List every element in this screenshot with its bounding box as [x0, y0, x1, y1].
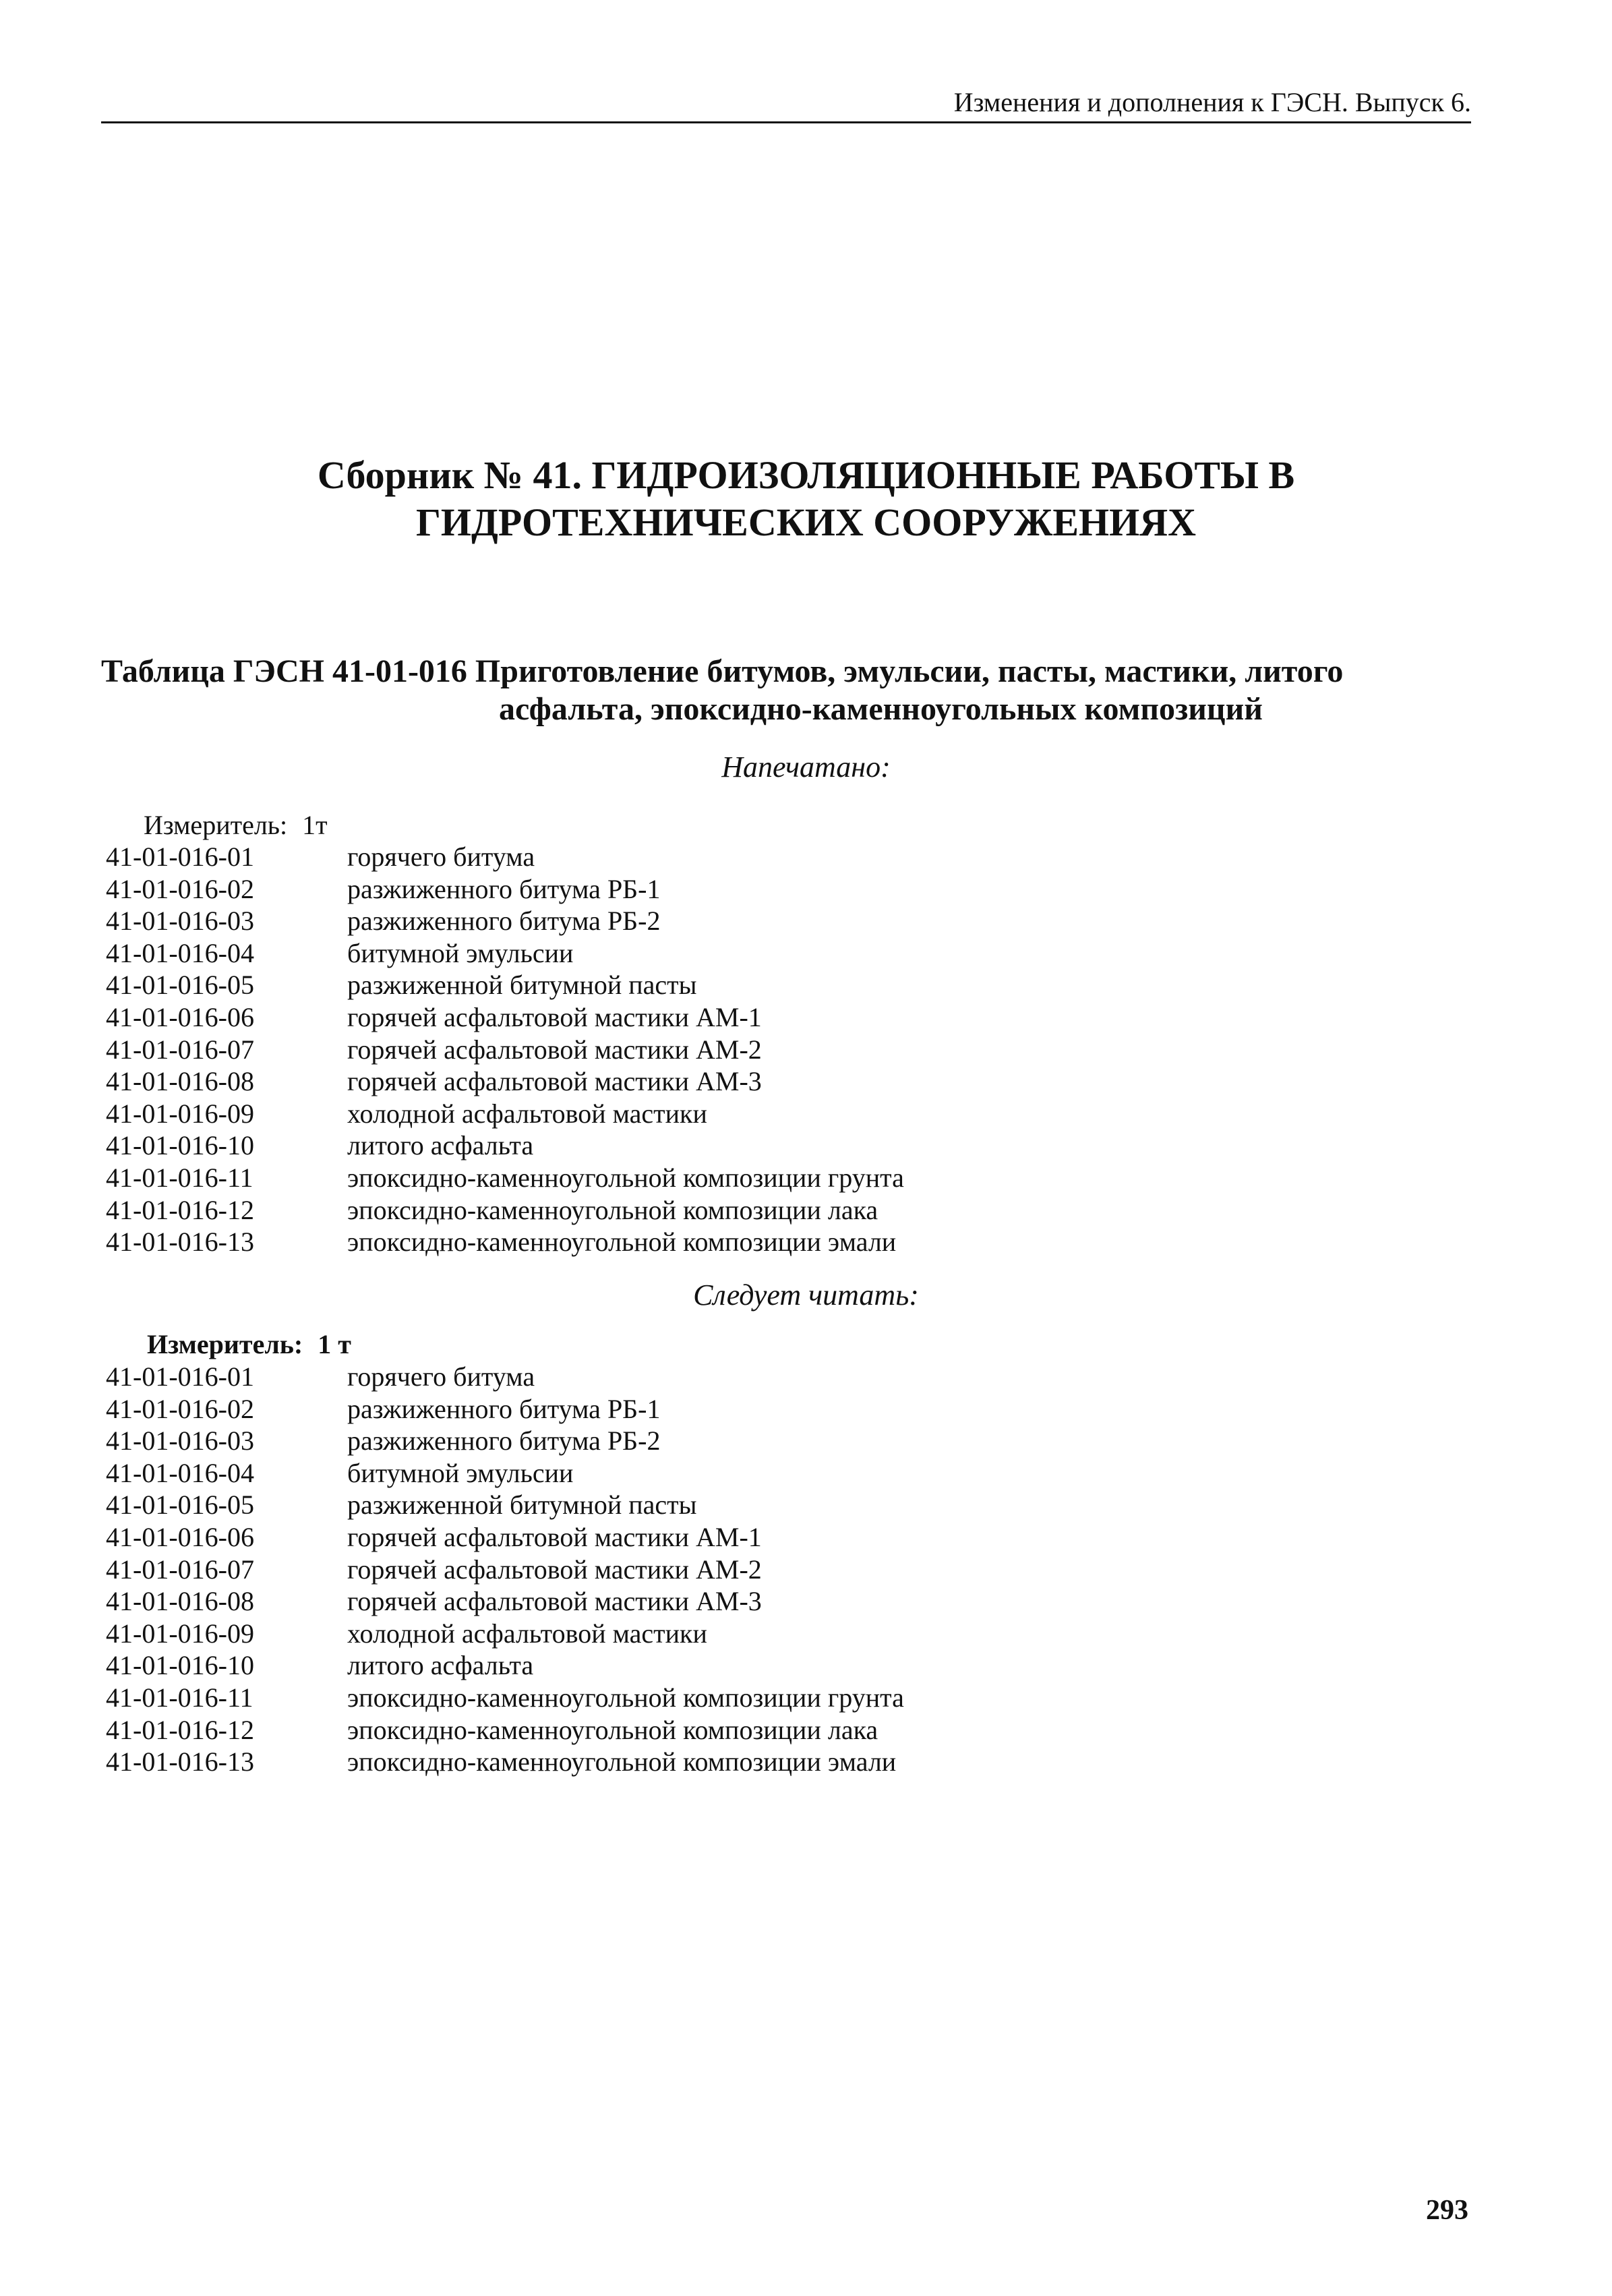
item-code: 41-01-016-11	[106, 1682, 253, 1713]
list-item	[106, 1618, 1387, 1650]
item-code: 41-01-016-01	[106, 1361, 254, 1392]
header-rule	[101, 121, 1471, 123]
item-description: горячей асфальтовой мастики АМ-3	[347, 1066, 762, 1097]
list-item	[106, 1489, 1387, 1521]
printed-measure-value: 1т	[302, 810, 328, 840]
list-item	[106, 1065, 1387, 1098]
item-description: эпоксидно-каменноугольной композиции грунта	[347, 1162, 904, 1193]
list-item	[106, 1194, 1387, 1227]
list-item	[106, 1585, 1387, 1618]
page-number: 293	[1426, 2195, 1468, 2226]
item-code: 41-01-016-13	[106, 1227, 254, 1258]
item-code: 41-01-016-06	[106, 1521, 254, 1552]
should-read-rows-list	[106, 1361, 1387, 1778]
item-code: 41-01-016-02	[106, 1393, 254, 1424]
list-item	[106, 1714, 1387, 1746]
item-code: 41-01-016-11	[106, 1162, 253, 1193]
collection-title-line-2: ГИДРОТЕХНИЧЕСКИХ СООРУЖЕНИЯХ	[416, 500, 1196, 544]
list-item	[106, 1001, 1387, 1034]
item-code: 41-01-016-06	[106, 1001, 254, 1032]
should-read-measure-label: Измеритель:	[147, 1329, 303, 1359]
item-description: эпоксидно-каменноугольной композиции лака	[347, 1194, 878, 1225]
item-code: 41-01-016-07	[106, 1554, 254, 1585]
item-code: 41-01-016-12	[106, 1194, 254, 1225]
item-code: 41-01-016-09	[106, 1098, 254, 1129]
list-item	[106, 1649, 1387, 1682]
list-item	[106, 969, 1387, 1001]
list-item	[106, 937, 1387, 970]
list-item	[106, 1098, 1387, 1130]
table-title-line-2: асфальта, эпоксидно-каменноугольных композиций	[499, 691, 1263, 727]
item-code: 41-01-016-12	[106, 1714, 254, 1745]
item-description: холодной асфальтовой мастики	[347, 1618, 707, 1649]
list-item	[106, 1226, 1387, 1258]
printed-measure-label: Измеритель:	[144, 810, 288, 840]
list-item	[106, 1425, 1387, 1457]
collection-title-line-1: Сборник № 41. ГИДРОИЗОЛЯЦИОННЫЕ РАБОТЫ В	[317, 453, 1295, 497]
item-code: 41-01-016-13	[106, 1746, 254, 1777]
item-code: 41-01-016-10	[106, 1650, 254, 1681]
item-code: 41-01-016-02	[106, 873, 254, 904]
item-description: горячего битума	[347, 842, 535, 872]
table-title	[101, 653, 1471, 728]
item-code: 41-01-016-09	[106, 1618, 254, 1649]
item-description: разжиженного битума РБ-2	[347, 1425, 661, 1456]
item-description: разжиженного битума РБ-2	[347, 906, 661, 937]
item-description: эпоксидно-каменноугольной композиции грунта	[347, 1682, 904, 1713]
list-item	[106, 1457, 1387, 1490]
item-code: 41-01-016-04	[106, 937, 254, 968]
item-code: 41-01-016-03	[106, 1425, 254, 1456]
list-item	[106, 1129, 1387, 1162]
list-item	[106, 1521, 1387, 1554]
list-item	[106, 873, 1387, 906]
running-header: Изменения и дополнения к ГЭСН. Выпуск 6.	[953, 87, 1471, 117]
should-read-label: Следует читать:	[693, 1278, 919, 1312]
item-description: горячего битума	[347, 1361, 535, 1392]
should-read-measure	[147, 1328, 351, 1361]
list-item	[106, 1361, 1387, 1393]
list-item	[106, 1393, 1387, 1425]
item-description: разжиженного битума РБ-1	[347, 873, 661, 904]
item-code: 41-01-016-05	[106, 1490, 254, 1521]
list-item	[106, 1034, 1387, 1066]
printed-rows-list	[106, 841, 1387, 1258]
item-description: эпоксидно-каменноугольной композиции лака	[347, 1714, 878, 1745]
item-description: разжиженного битума РБ-1	[347, 1393, 661, 1424]
item-description: литого асфальта	[347, 1650, 534, 1681]
list-item	[106, 1746, 1387, 1778]
item-code: 41-01-016-01	[106, 842, 254, 872]
item-description: литого асфальта	[347, 1130, 534, 1161]
list-item	[106, 841, 1387, 873]
item-description: битумной эмульсии	[347, 937, 574, 968]
item-code: 41-01-016-10	[106, 1130, 254, 1161]
item-code: 41-01-016-08	[106, 1586, 254, 1617]
item-description: эпоксидно-каменноугольной композиции эмали	[347, 1746, 897, 1777]
should-read-measure-value: 1 т	[318, 1329, 351, 1359]
list-item	[106, 1682, 1387, 1714]
item-code: 41-01-016-05	[106, 970, 254, 1001]
item-description: разжиженной битумной пасты	[347, 970, 697, 1001]
item-description: горячей асфальтовой мастики АМ-1	[347, 1001, 762, 1032]
item-description: холодной асфальтовой мастики	[347, 1098, 707, 1129]
table-title-line-1: Таблица ГЭСН 41-01-016 Приготовление битумов, эмульсии, пасты, мастики, литого	[101, 653, 1344, 689]
item-description: разжиженной битумной пасты	[347, 1490, 697, 1521]
collection-title	[0, 452, 1612, 546]
item-description: горячей асфальтовой мастики АМ-3	[347, 1586, 762, 1617]
printed-measure	[144, 809, 328, 842]
item-description: битумной эмульсии	[347, 1457, 574, 1488]
item-description: горячей асфальтовой мастики АМ-2	[347, 1554, 762, 1585]
item-code: 41-01-016-04	[106, 1457, 254, 1488]
list-item	[106, 905, 1387, 937]
item-code: 41-01-016-08	[106, 1066, 254, 1097]
item-description: эпоксидно-каменноугольной композиции эмали	[347, 1227, 897, 1258]
list-item	[106, 1162, 1387, 1194]
item-code: 41-01-016-07	[106, 1034, 254, 1065]
item-description: горячей асфальтовой мастики АМ-2	[347, 1034, 762, 1065]
list-item	[106, 1554, 1387, 1586]
item-code: 41-01-016-03	[106, 906, 254, 937]
printed-label: Напечатано:	[721, 750, 891, 784]
item-description: горячей асфальтовой мастики АМ-1	[347, 1521, 762, 1552]
